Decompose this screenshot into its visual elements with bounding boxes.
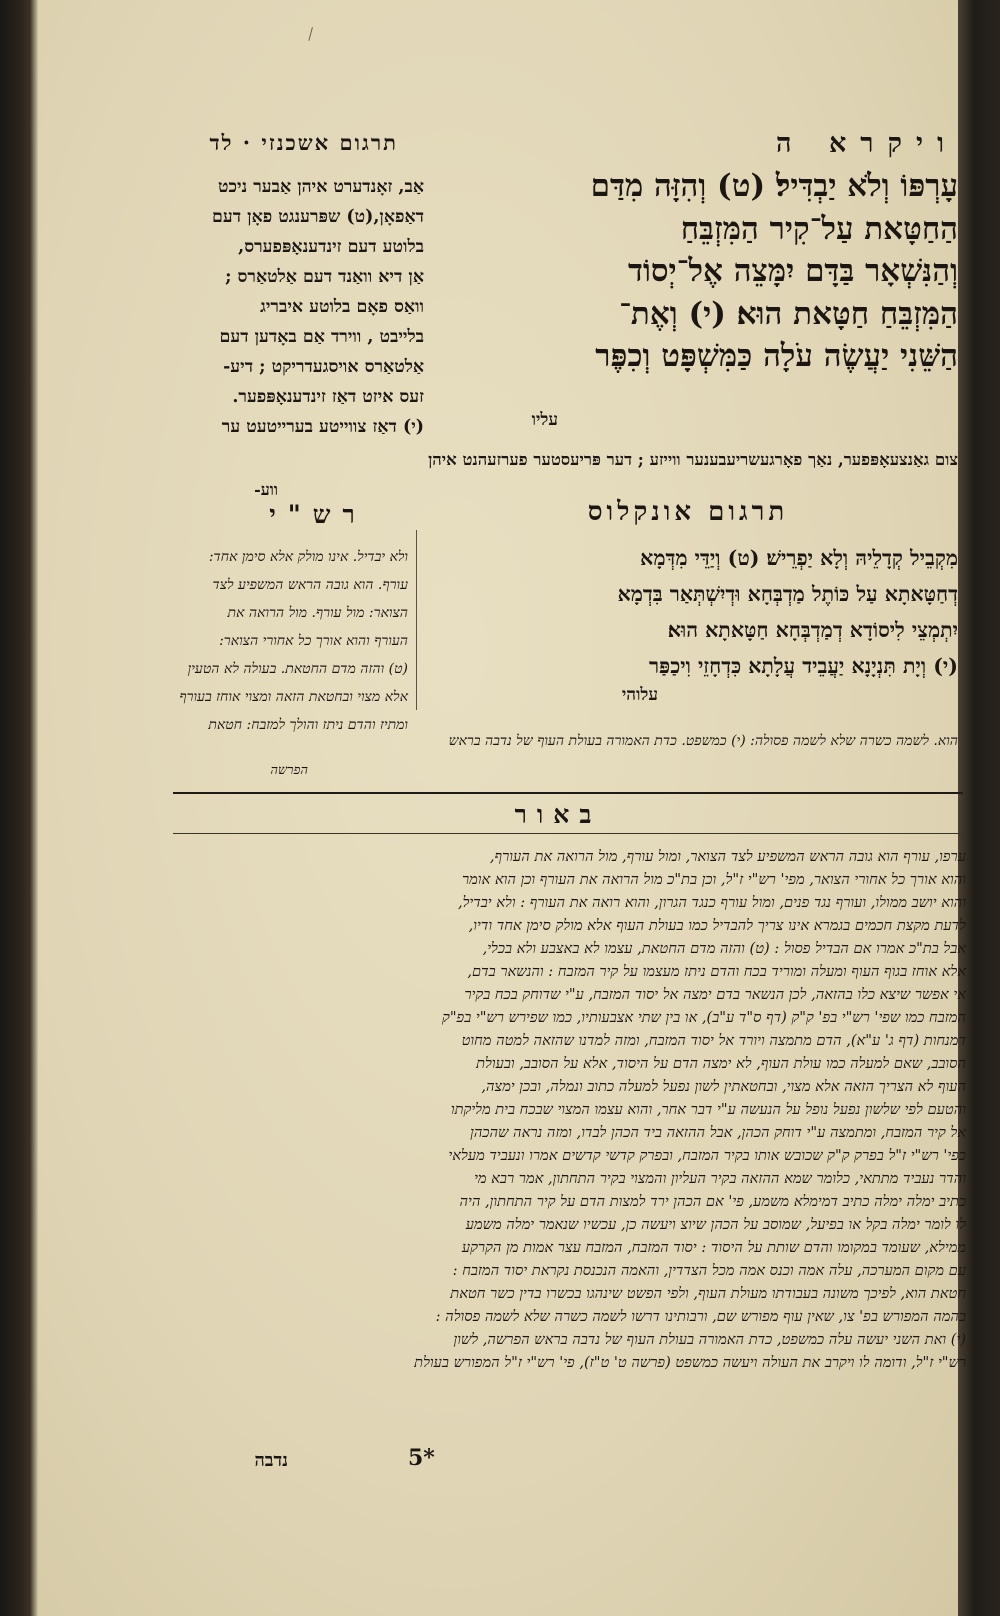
biur-line: אל קיר המזבח, ומתמצה ע"י דוחק הכהן, אבל ההזאה ביד הכהן לבדו, ומזה נראה שהכהן: [470, 1124, 966, 1141]
biur-line: בהמה המפורש בפ' צו, שאין עוף מפורש שם, ורבותינו דרשו לשמה כשרה שלא לשמה פסולה :: [435, 1308, 966, 1325]
biur-line: כפי' רש"י ז"ל בפרק ק"ק שכובש אותו בקיר המזבח, ובפרק קדשי קדשים אמרו ונעביד מעלאי: [448, 1147, 966, 1164]
main-text-block: [436, 165, 958, 378]
rashi-line: ולא יבדיל. אינו מולק אלא סימן אחד:: [208, 549, 408, 565]
yiddish-line: זעס איזט דאַז זינדענאָפּפער.: [232, 387, 424, 407]
main-text-catchword: עליו: [531, 410, 558, 430]
rashi-line: הצואר: מול עורף. מול הרואה את: [227, 605, 408, 621]
rashi-title: רש"י: [269, 500, 367, 529]
biur-line: לדעת מקצת חכמים בגמרא אינו צריך להבדיל כמו בעולת העוף אלא מולק סימן אחד ודיו,: [468, 917, 966, 934]
yiddish-line: בלוטע דעם זינדענאָפּפערס,: [238, 237, 424, 257]
biur-line: דמנחות (דף ג' ע"א), הדם מתמצה ויורד אל יסוד המזבח, ומזה למדנו שהזאה למטה מחוט: [461, 1032, 966, 1049]
onkelos-line: מִקְבֵיל קְדָלֵיהּ וְלָא יַפְרֵישׁ׃ (ט) וְיַדֵּי מִדְּמָא: [640, 546, 958, 570]
onkelos-line: יִתְמְצֵי לִיסוֹדָא דְמַדְבְּחָא חַטָּאתָא הוּא׃: [667, 618, 958, 642]
yiddish-line: (י) דאַז צווייטע בערייטעט ער: [221, 417, 424, 437]
biur-line: אבל בת"כ אמרו אם הבדיל פסול : (ט) והזה מדם החטאת, עצמו לא באצבע ולא בכלי,: [482, 940, 966, 957]
biur-line: והוא יושב ממולו, ועורף נגד פנים, ומול עורף כנגד הגרון, והוא רואה את העורף : ולא יבדיל,: [457, 894, 966, 911]
rashi-line: ומתיז והדם ניתז והולך למזבח: חטאת: [208, 717, 408, 733]
onkelos-title: תרגום אונקלוס: [587, 497, 789, 527]
biur-line: רש"י ז"ל, ודומה לו ויקרב את העולה ויעשה כמשפט (פרשה ט' ט"ז), פי' רש"י ז"ל המפורש בעולת: [414, 1354, 966, 1371]
onkelos-line: (י) וְיָת תִּנְיָנָא יַעֲבֵיד עֲלָתָא כִּדְחָזֵי וִיכַפַּר: [648, 654, 958, 678]
biur-line: והדר נעביד מתתאי, כלומר שמא ההזאה בקיר העליון והמצוי בקיר התחתון, אמר רבא מי: [474, 1170, 966, 1187]
biur-line: (י) ואת השני יעשה עלה כמשפט, כדת האמורה בעולת העוף של נדבה בראש הפרשה, לשון: [453, 1331, 966, 1348]
biur-line: ממילא, שעומד במקומו והדם שותת על היסוד : יסוד המזבח, המזבח עצר אמות מן הקרקע: [461, 1239, 966, 1256]
biur-commentary: [176, 845, 966, 1374]
rashi-line: (ט) והזה מדם החטאת. בעולה לא הטעין: [187, 661, 408, 677]
biur-title: באור: [514, 800, 602, 829]
rashi-tail: הפרשה: [270, 763, 308, 778]
biur-line: העוף לא הצריך הזאה אלא מצוי, ובחטאתין לשון נפעל למעלה כתוב ונמלה, ובכן ימצה,: [481, 1078, 966, 1095]
rashi-line: אלא מצוי ובחטאת הזאה ומצוי אוחז בעורף: [179, 689, 408, 705]
biur-line: ערפו, עורף הוא גובה הראש המשפיע לצד הצואר, ומול עורף, מול הרואה את העורף,: [489, 848, 966, 865]
rashi-full-line: הוא. לשמה כשרה שלא לשמה פסולה: (י) כמשפט. כדת האמורה בעולת העוף של נדבה בראש: [448, 733, 958, 749]
biur-line: והוא אורך כל אחורי הצואר, מפי' רש"י ז"ל, וכן בת"כ מול הרואה את העורף וכן הוא אומר: [461, 871, 966, 888]
rashi-line: העורף והוא אורך כל אחורי הצואר:: [219, 633, 408, 649]
running-header-book: ויקרא ה: [776, 128, 958, 159]
yiddish-continuation-line: צום גאַנצעאָפּפער, נאַך פאָרגעשריעבענער ווייזע ; דער פּריעסטער פערזעהנט איהן: [428, 450, 958, 469]
biur-line: אלא אוחז בגוף העוף ומעלה ומוריד בכח והדם ניתז מעצמו על קיר המזבח : והנשאר בדם,: [467, 963, 966, 980]
yiddish-translation-column: [156, 172, 424, 442]
biur-line: אי אפשר שיצא כלו בהזאה, לכן הנשאר בדם ימצה אל יסוד המזבח, ע"י שדוחק בכח בקיר: [464, 986, 966, 1003]
book-page: [38, 0, 966, 1616]
biur-title-rule: [173, 833, 963, 834]
page-mark: [308, 27, 320, 43]
main-text-line: הַשֵּׁנִי יַעֲשֶׂה עֹלָה כַּמִּשְׁפָּט וְכִפֶּר: [595, 338, 958, 374]
main-text-line: הַחַטָּאת עַל־קִיר הַמִּזְבֵּחַ: [680, 210, 958, 247]
signature-mark: 5*: [408, 1445, 435, 1471]
onkelos-line: דְחַטָּאתָא עַל כּוֹתֶל מַדְבְּחָא וּדְיִשְׁתְּאַר בִּדְמָא: [617, 582, 958, 606]
biur-line: המזבח כמו שפי' רש"י בפ' ק"ק (דף ס"ד ע"ב), או בין שתי אצבעותיו, כמו שפירש רש"י בפ"ק: [442, 1009, 966, 1026]
onkelos-column: [426, 540, 958, 684]
main-text-line: עָרְפּוֹ וְלֹא יַבְדִּיל׃ (ט) וְהִזָּה מִדַּם: [590, 168, 958, 204]
biur-line: והטעם לפי שלשון נפעל נופל על הנעשה ע"י דבר אחר, והוא עצמו המצוי שבכח בית מליקתו: [450, 1101, 966, 1118]
biur-line: הסובב, שאם למעלה כמו עולת העוף, לא ימצה הדם על היסוד, אלא על הסובב, ובעולת: [476, 1055, 966, 1072]
yiddish-line: בלייבט , ווירד אַם באָדען דעם: [219, 327, 424, 347]
biur-line: כתיב ימלה ימלה כתיב דמימלא משמע, פי' אם הכהן ירד למצות הדם על קיר התחתון, היה: [459, 1193, 966, 1210]
yiddish-line: אַב, זאָנדערט איהן אַבער ניכט: [217, 177, 424, 197]
biur-line: לו לומר ימלה בקל או בפיעל, שמוסב על הכהן שיוצ ויעשה כן, עכשיו שנאמר ימלה משמע: [465, 1216, 966, 1233]
biur-line: חטאת הוא, לפיכך משונה בעבודתו מעולת העוף, ולפי הפשט שינהגו בכשרו בדין כשר חטאת: [450, 1285, 966, 1302]
main-text-line: הַמִּזְבֵּחַ חַטָּאת הוּא׃ (י) וְאֶת־: [619, 295, 958, 332]
section-rule: [173, 792, 963, 794]
yiddish-line: אַלטאַרס אויסגעדריקט ; דיע-: [223, 357, 424, 377]
yiddish-line: דאַפאָן,(ט) שפּרענגט פאָן דעם: [212, 207, 424, 227]
rashi-line: עורף. הוא גובה הראש המשפיע לצד: [212, 577, 408, 593]
yiddish-line: אַן דיא וואַנד דעם אַלטאַרס ;: [225, 267, 424, 287]
column-divider: [416, 530, 417, 710]
onkelos-catchword: עלוהי: [621, 685, 658, 705]
yiddish-catchword: ווע-: [254, 480, 278, 499]
main-text-line: וְהַנִּשְׁאָר בַּדָּם יִמָּצֵה אֶל־יְסוֹד: [628, 253, 958, 289]
footer-catchword: נדבה: [254, 1450, 288, 1471]
yiddish-line: וואַס פאָם בלוטע איבריג: [260, 297, 424, 317]
rashi-column: [168, 543, 408, 739]
biur-line: עם מקום המערכה, עלה אמה וכנס אמה מכל הצדדין, והאמה הנכנסת נקראת יסוד המזבח :: [452, 1262, 966, 1279]
running-header-translation: תרגום אשכנזי · לד: [209, 130, 398, 155]
